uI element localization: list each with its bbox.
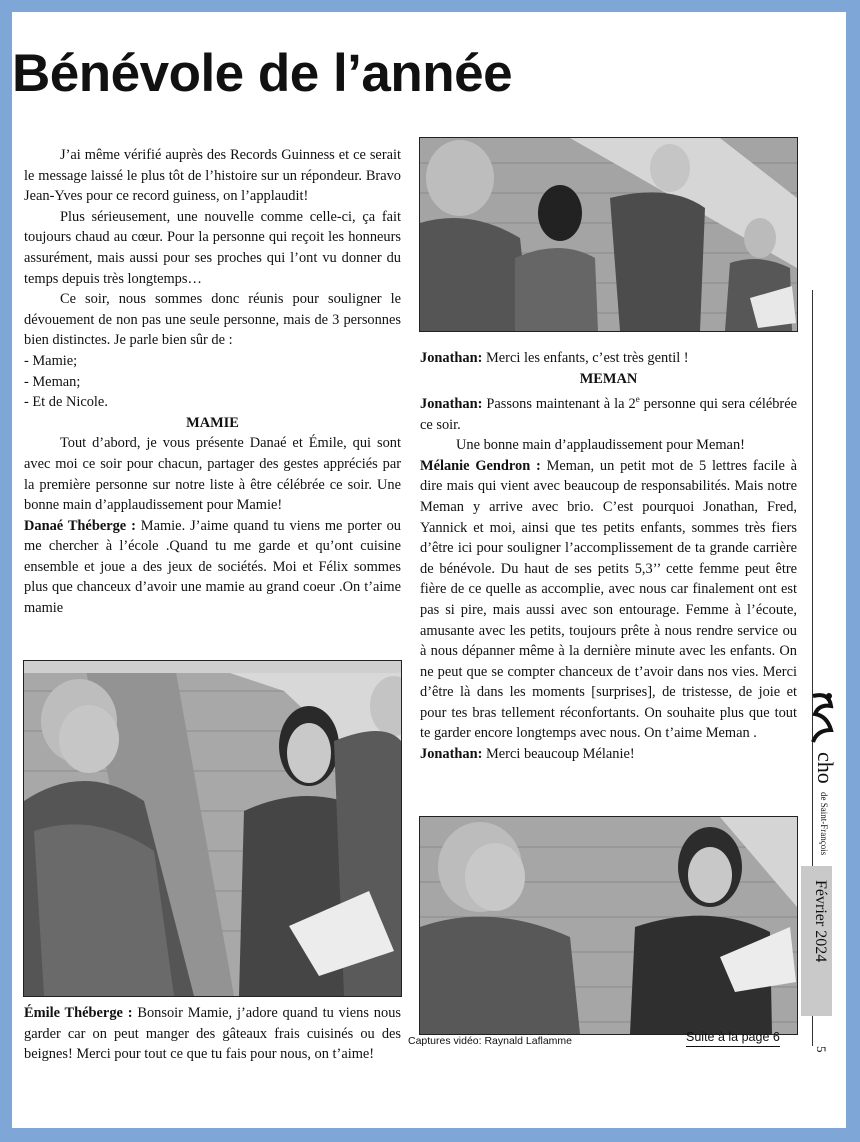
emile-speech: Bonsoir Mamie, j’adore quand tu viens nous garder car on peut manger des gâteaux frais cuisinés ou des beignes! Merci pour tout ce que tu fais pour nous, on t’aime! — [24, 1005, 401, 1063]
left-column-bottom — [24, 1003, 401, 1065]
paragraph-emile — [24, 1003, 401, 1065]
speaker-jonathan: Jonathan: — [420, 350, 483, 366]
photo-mamie-melanie — [419, 816, 798, 1035]
paragraph-danae — [24, 516, 401, 619]
danae-speech: Mamie. J’aime quand tu viens me porter ou me chercher à l’école .Quand tu me garde et qu’ont cuisine ensemble et joue a des jeux de sociétés. Moi et Félix sommes plus que chanceux d’avoir une mamie au grand coeur .On t’aime mamie — [24, 517, 401, 617]
paragraph-reunis: Ce soir, nous sommes donc réunis pour souligner le dévouement de non pas une seule personne, mais de 3 personnes bien distinctes. Je parle bien sûr de : — [24, 291, 401, 349]
paragraph-jonathan-merci — [420, 744, 797, 765]
issue-month: Février 2024 — [812, 880, 829, 963]
list-item-meman: - Meman; — [24, 373, 81, 390]
page-number: 5 — [814, 1046, 829, 1053]
speaker-danae: Danaé Théberge : — [24, 517, 136, 534]
list-item-nicole: - Et de Nicole. — [24, 394, 108, 411]
paragraph-intro-danae-emile: Tout d’abord, je vous présente Danaé et Émile, qui sont avec moi ce soir pour chacun, partager des gestes appréciés par la première personne sur notre liste à être célébrée ce soir. Une bonne main d’applaudissement pour Mamie! — [24, 435, 401, 514]
paragraph-serieusement: Plus sérieusement, une nouvelle comme celle-ci, ça fait toujours chaud au cœur. Pour la personne qui reçoit les honneurs assurément, mais aussi pour ses proches qui l’ont vu donner du temps depuis très longtemps… — [24, 208, 401, 287]
melanie-speech: Meman, un petit mot de 5 lettres facile à dire mais qui vient avec beaucoup de responsabilités. Mais notre Meman y arrive avec brio. C’est pourquoi Jonathan, Fred, Yannick et moi, ainsi que tes petits enfants, sommes très fiers d’être ici pour souligner l’accomplissement de ta grande carrière de bénévole. Du haut de ses petits 5,3’’ cette femme peut être fière de ce quelle as accomplie, avec nous car finalement ont est pas si pire, mais aussi avec son entourage. Femme à l’écoute, amusante avec les petits, toujours prête à nous rendre service ou à nous dépanner même à la dernière minute avec les enfants. On ne peut que se compter chanceux de t’avoir dans nos vies. Merci d’être là dans les moments [surprises], de tristesse, de joie et pour tes bras tellement réconfortants. On souhaite plus que tout te garder encore longtemps avec nous. On t’aime Meman . — [420, 457, 797, 742]
paragraph-applause-meman: Une bonne main d’applaudissement pour Meman! — [456, 437, 745, 454]
jonathan-speech-1: Merci les enfants, c’est très gentil ! — [482, 350, 689, 366]
jonathan-speech-2a: Passons maintenant à la 2 — [482, 395, 636, 412]
paragraph-jonathan-next — [420, 389, 797, 435]
heading-meman: MEMAN — [579, 370, 638, 387]
photo-mamie-danae-fred — [23, 660, 402, 997]
speaker-jonathan: Jonathan: — [420, 746, 483, 763]
superscript-e: e — [635, 394, 640, 405]
right-column-text — [420, 348, 797, 765]
logo-text-cho: cho — [813, 752, 838, 784]
jonathan-speech-3: Merci beaucoup Mélanie! — [482, 746, 635, 763]
photo-credit: Captures vidéo: Raynald Laflamme — [408, 1035, 573, 1047]
photo-mamie-children-jonathan — [419, 137, 798, 332]
list-item-mamie: - Mamie; — [24, 352, 78, 369]
heading-mamie: MAMIE — [186, 414, 239, 431]
lecho-logo — [807, 690, 837, 750]
paragraph-melanie — [420, 456, 797, 744]
jonathan-speech-2b: personne qui sera célébrée ce soir. — [420, 395, 797, 433]
speaker-melanie: Mélanie Gendron : — [420, 457, 541, 474]
continued-link[interactable]: Suite à la page 6 — [686, 1030, 780, 1047]
paragraph-guinness: J’ai même vérifié auprès des Records Guinness et ce serait le message laissé le plus tôt de l’histoire sur un répondeur. Bravo Jean-Yves pour ce record guiness, on l’applaudit! — [24, 147, 401, 205]
left-column-top — [24, 145, 401, 619]
article-title: Bénévole de l’année — [12, 44, 513, 103]
speaker-emile: Émile Théberge : — [24, 1005, 133, 1021]
logo-subtitle: de Saint-François — [819, 792, 829, 856]
paragraph-jonathan-thanks — [420, 348, 797, 369]
speaker-jonathan: Jonathan: — [420, 395, 483, 412]
